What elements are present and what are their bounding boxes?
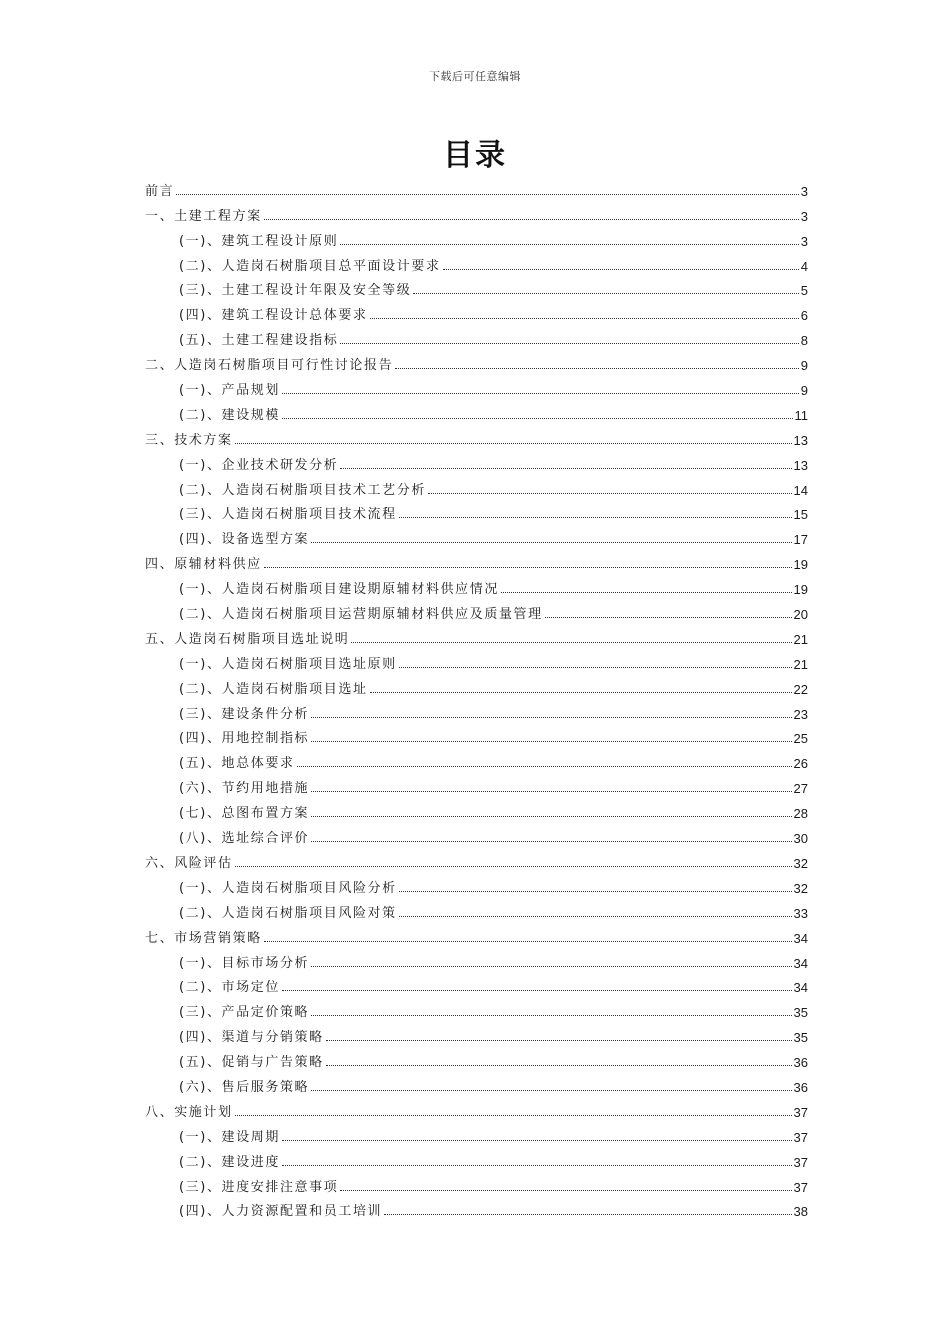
toc-entry-label: (一)、人造岗石树脂项目选址原则 [179,656,397,672]
toc-entry[interactable] [145,672,808,697]
toc-entry-label: (五)、土建工程建设指标 [179,333,339,349]
toc-entry[interactable] [145,572,808,597]
toc-entry[interactable] [145,174,808,199]
toc-entry-page: 34 [793,930,808,946]
toc-entry-page: 35 [793,1030,808,1046]
toc-entry[interactable] [145,846,808,871]
toc-leader-dots [399,916,792,917]
toc-entry[interactable] [145,622,808,647]
toc-entry-label: 七、市场营销策略 [145,930,262,946]
toc-entry-page: 37 [793,1129,808,1145]
toc-leader-dots [370,692,792,693]
toc-entry[interactable] [145,1170,808,1195]
toc-entry-page: 34 [793,955,808,971]
toc-entry[interactable] [145,1120,808,1145]
toc-entry-label: (二)、建设进度 [179,1154,280,1170]
toc-entry[interactable] [145,771,808,796]
toc-entry-label: (四)、设备选型方案 [179,532,310,548]
toc-entry[interactable] [145,995,808,1020]
toc-leader-dots [399,517,792,518]
toc-entry[interactable] [145,274,808,299]
toc-entry-page: 3 [800,183,808,199]
toc-entry-label: (五)、促销与广告策略 [179,1055,324,1071]
toc-leader-dots [413,293,798,294]
toc-entry-page: 17 [793,532,808,548]
toc-entry-page: 15 [793,507,808,523]
toc-entry[interactable] [145,597,808,622]
toc-leader-dots [340,244,798,245]
toc-entry-label: (五)、地总体要求 [179,756,295,772]
toc-entry-page: 33 [793,905,808,921]
toc-leader-dots [443,269,799,270]
toc-entry[interactable] [145,1095,808,1120]
toc-leader-dots [311,1090,791,1091]
toc-leader-dots [311,1015,791,1016]
toc-entry[interactable] [145,224,808,249]
toc-entry[interactable] [145,647,808,672]
toc-entry[interactable] [145,323,808,348]
toc-leader-dots [340,343,798,344]
toc-leader-dots [340,1190,791,1191]
toc-entry-page: 21 [793,656,808,672]
toc-entry-label: 二、人造岗石树脂项目可行性讨论报告 [145,358,394,374]
toc-entry-label: 六、风险评估 [145,855,233,871]
toc-leader-dots [311,841,791,842]
toc-entry-label: (二)、人造岗石树脂项目技术工艺分析 [179,482,426,498]
toc-entry[interactable] [145,398,808,423]
toc-leader-dots [326,1040,792,1041]
toc-entry-page: 34 [793,980,808,996]
toc-entry-page: 23 [793,706,808,722]
toc-entry[interactable] [145,971,808,996]
toc-entry-page: 36 [793,1055,808,1071]
toc-entry[interactable] [145,1045,808,1070]
toc-entry[interactable] [145,473,808,498]
toc-entry-page: 37 [793,1104,808,1120]
toc-entry-label: 前言 [145,183,175,199]
toc-entry-label: (四)、人力资源配置和员工培训 [179,1204,383,1220]
toc-entry[interactable] [145,373,808,398]
toc-entry-label: (二)、人造岗石树脂项目选址 [179,681,368,697]
toc-leader-dots [399,667,792,668]
toc-entry-label: (八)、选址综合评价 [179,831,310,847]
toc-entry-page: 13 [793,432,808,448]
toc-entry-page: 22 [793,681,808,697]
toc-leader-dots [370,318,799,319]
toc-leader-dots [545,617,792,618]
toc-leader-dots [399,891,792,892]
toc-entry[interactable] [145,722,808,747]
toc-title: 目录 [443,138,507,173]
toc-entry-label: (二)、建设规模 [179,407,280,423]
toc-leader-dots [282,1165,792,1166]
toc-entry-label: (六)、售后服务策略 [179,1079,310,1095]
toc-leader-dots [311,791,791,792]
toc-leader-dots [311,966,791,967]
toc-entry-page: 19 [793,582,808,598]
toc-entry-page: 26 [793,756,808,772]
toc-leader-dots [311,816,791,817]
toc-leader-dots [282,1140,792,1141]
toc-entry-label: (一)、建设周期 [179,1129,280,1145]
toc-leader-dots [326,1065,792,1066]
toc-entry-label: (一)、人造岗石树脂项目风险分析 [179,880,397,896]
toc-entry-page: 21 [793,631,808,647]
toc-entry[interactable] [145,423,808,448]
toc-entry-label: (七)、总图布置方案 [179,806,310,822]
table-of-contents [145,174,808,1219]
toc-leader-dots [384,1214,791,1215]
toc-entry[interactable] [145,348,808,373]
toc-entry-page: 32 [793,855,808,871]
toc-entry-page: 38 [793,1204,808,1220]
toc-entry-label: (三)、土建工程设计年限及安全等级 [179,283,412,299]
toc-entry-page: 8 [800,333,808,349]
toc-entry-page: 4 [800,258,808,274]
toc-leader-dots [235,866,792,867]
toc-entry-label: (二)、人造岗石树脂项目总平面设计要求 [179,258,441,274]
toc-leader-dots [311,717,791,718]
toc-entry[interactable] [145,871,808,896]
toc-leader-dots [235,443,792,444]
toc-entry[interactable] [145,448,808,473]
toc-entry[interactable] [145,946,808,971]
toc-leader-dots [264,219,799,220]
toc-entry-label: (一)、建筑工程设计原则 [179,233,339,249]
toc-entry[interactable] [145,796,808,821]
toc-leader-dots [282,418,793,419]
toc-entry-label: 四、原辅材料供应 [145,557,262,573]
toc-leader-dots [428,493,792,494]
toc-entry-label: (三)、建设条件分析 [179,706,310,722]
toc-leader-dots [235,1115,792,1116]
toc-entry-label: 五、人造岗石树脂项目选址说明 [145,631,350,647]
toc-entry[interactable] [145,547,808,572]
toc-entry[interactable] [145,498,808,523]
toc-entry-page: 25 [793,731,808,747]
toc-entry-page: 5 [800,283,808,299]
toc-entry-page: 20 [793,607,808,623]
toc-entry-label: (一)、人造岗石树脂项目建设期原辅材料供应情况 [179,582,499,598]
toc-leader-dots [351,642,791,643]
toc-entry-label: (二)、人造岗石树脂项目风险对策 [179,905,397,921]
toc-entry[interactable] [145,199,808,224]
toc-leader-dots [282,393,799,394]
toc-entry-label: 一、土建工程方案 [145,208,262,224]
toc-entry-page: 19 [793,557,808,573]
toc-entry-label: 三、技术方案 [145,432,233,448]
toc-entry-label: (三)、产品定价策略 [179,1005,310,1021]
toc-entry-label: (二)、人造岗石树脂项目运营期原辅材料供应及质量管理 [179,607,543,623]
toc-leader-dots [176,194,799,195]
toc-entry[interactable] [145,298,808,323]
toc-leader-dots [501,592,792,593]
toc-entry-label: (四)、用地控制指标 [179,731,310,747]
toc-entry-label: (三)、进度安排注意事项 [179,1179,339,1195]
header-note: 下载后可任意编辑 [429,70,521,83]
toc-entry-page: 30 [793,831,808,847]
toc-leader-dots [395,368,799,369]
toc-leader-dots [311,741,791,742]
toc-entry-page: 6 [800,308,808,324]
toc-entry-label: (一)、目标市场分析 [179,955,310,971]
toc-entry-page: 36 [793,1079,808,1095]
toc-entry-page: 37 [793,1179,808,1195]
toc-leader-dots [282,990,792,991]
toc-leader-dots [264,941,792,942]
toc-entry-page: 3 [800,233,808,249]
toc-entry[interactable] [145,1145,808,1170]
toc-entry-page: 13 [793,457,808,473]
toc-entry[interactable] [145,821,808,846]
toc-leader-dots [340,468,791,469]
toc-leader-dots [264,567,792,568]
toc-entry-page: 27 [793,781,808,797]
toc-entry-label: 八、实施计划 [145,1104,233,1120]
toc-entry[interactable] [145,249,808,274]
toc-entry-label: (二)、市场定位 [179,980,280,996]
toc-entry[interactable] [145,1070,808,1095]
toc-leader-dots [311,542,791,543]
toc-entry[interactable] [145,697,808,722]
toc-entry-page: 28 [793,806,808,822]
toc-entry-label: (四)、渠道与分销策略 [179,1030,324,1046]
toc-leader-dots [297,766,792,767]
toc-entry-page: 3 [800,208,808,224]
toc-entry-page: 35 [793,1005,808,1021]
toc-entry-page: 11 [794,407,808,423]
toc-entry[interactable] [145,921,808,946]
toc-entry-label: (四)、建筑工程设计总体要求 [179,308,368,324]
toc-entry-page: 14 [793,482,808,498]
toc-entry-label: (一)、产品规划 [179,383,280,399]
toc-entry[interactable] [145,1195,808,1220]
toc-entry-page: 37 [793,1154,808,1170]
toc-entry[interactable] [145,746,808,771]
toc-entry-label: (三)、人造岗石树脂项目技术流程 [179,507,397,523]
toc-entry-page: 9 [800,383,808,399]
toc-entry[interactable] [145,896,808,921]
toc-entry-page: 32 [793,880,808,896]
toc-entry-page: 9 [800,358,808,374]
toc-entry-label: (六)、节约用地措施 [179,781,310,797]
toc-entry[interactable] [145,522,808,547]
toc-entry-label: (一)、企业技术研发分析 [179,457,339,473]
toc-entry[interactable] [145,1020,808,1045]
